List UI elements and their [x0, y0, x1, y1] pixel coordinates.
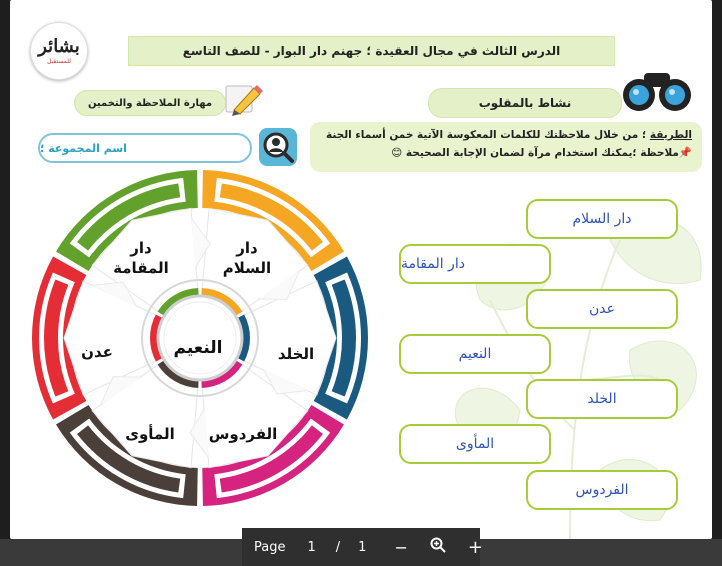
- page-separator: /: [335, 539, 341, 555]
- pin-icon: 📌: [678, 147, 692, 159]
- logo-text: بشائر: [38, 35, 80, 57]
- binoculars-icon: [622, 65, 692, 115]
- pdf-toolbar: [242, 528, 483, 566]
- wheel-label-almawa: المأوى: [125, 425, 175, 443]
- group-name-label: اسم المجموعة ؛: [40, 141, 127, 155]
- method-line: [320, 126, 692, 144]
- wheel-center-label: النعيم: [173, 338, 223, 358]
- note-line: [320, 144, 692, 162]
- pencil-icon: [224, 82, 264, 116]
- page-strip-left: [0, 539, 242, 566]
- answer-box[interactable]: المأوى: [399, 424, 551, 464]
- activity-label: نشاط بالمقلوب: [428, 88, 622, 118]
- zoom-icon[interactable]: [430, 537, 446, 557]
- page-strip-right: [480, 539, 722, 566]
- answer-box[interactable]: دار المقامة: [399, 244, 551, 284]
- logo-subtext: للمستقبل: [47, 57, 71, 65]
- note-text: ملاحظة ؛يمكنك استخدام مرآة لضمان الإجابة الصحيحة 😊: [391, 147, 679, 159]
- zoom-in-button[interactable]: +: [467, 536, 483, 558]
- current-page-input[interactable]: 1: [307, 539, 316, 555]
- page-label: Page: [254, 539, 286, 555]
- wheel-label-alkhuld: الخلد: [277, 345, 315, 363]
- answer-box[interactable]: عدن: [526, 289, 678, 329]
- user-search-icon: [259, 128, 297, 166]
- school-logo: [30, 22, 88, 80]
- wheel-label-alfirdaws: الفردوس: [208, 425, 278, 443]
- wheel-label-dar-alsalam: دار السلام: [222, 239, 272, 277]
- answer-box[interactable]: الخلد: [526, 379, 678, 419]
- lesson-title: الدرس الثالث في مجال العقيدة ؛ جهنم دار البوار - للصف التاسع: [128, 36, 615, 66]
- wheel-label-adn: عدن: [81, 343, 113, 361]
- method-text: ؛ من خلال ملاحظتك للكلمات المعكوسة الآتية خمن أسماء الجنة: [325, 129, 650, 141]
- zoom-out-button[interactable]: −: [394, 537, 408, 557]
- answer-box[interactable]: الفردوس: [526, 470, 678, 510]
- method-instructions: [310, 122, 702, 172]
- answer-box[interactable]: النعيم: [399, 334, 551, 374]
- wheel-label-dar-almaqama: دار المقامة: [113, 239, 169, 277]
- method-label: الطريقة: [649, 129, 692, 141]
- answer-box[interactable]: دار السلام: [526, 199, 678, 239]
- document-page: [10, 0, 712, 539]
- group-name-field[interactable]: [38, 133, 252, 163]
- total-pages: 1: [358, 539, 367, 555]
- skill-label: مهارة الملاحظة والتخمين: [74, 90, 226, 116]
